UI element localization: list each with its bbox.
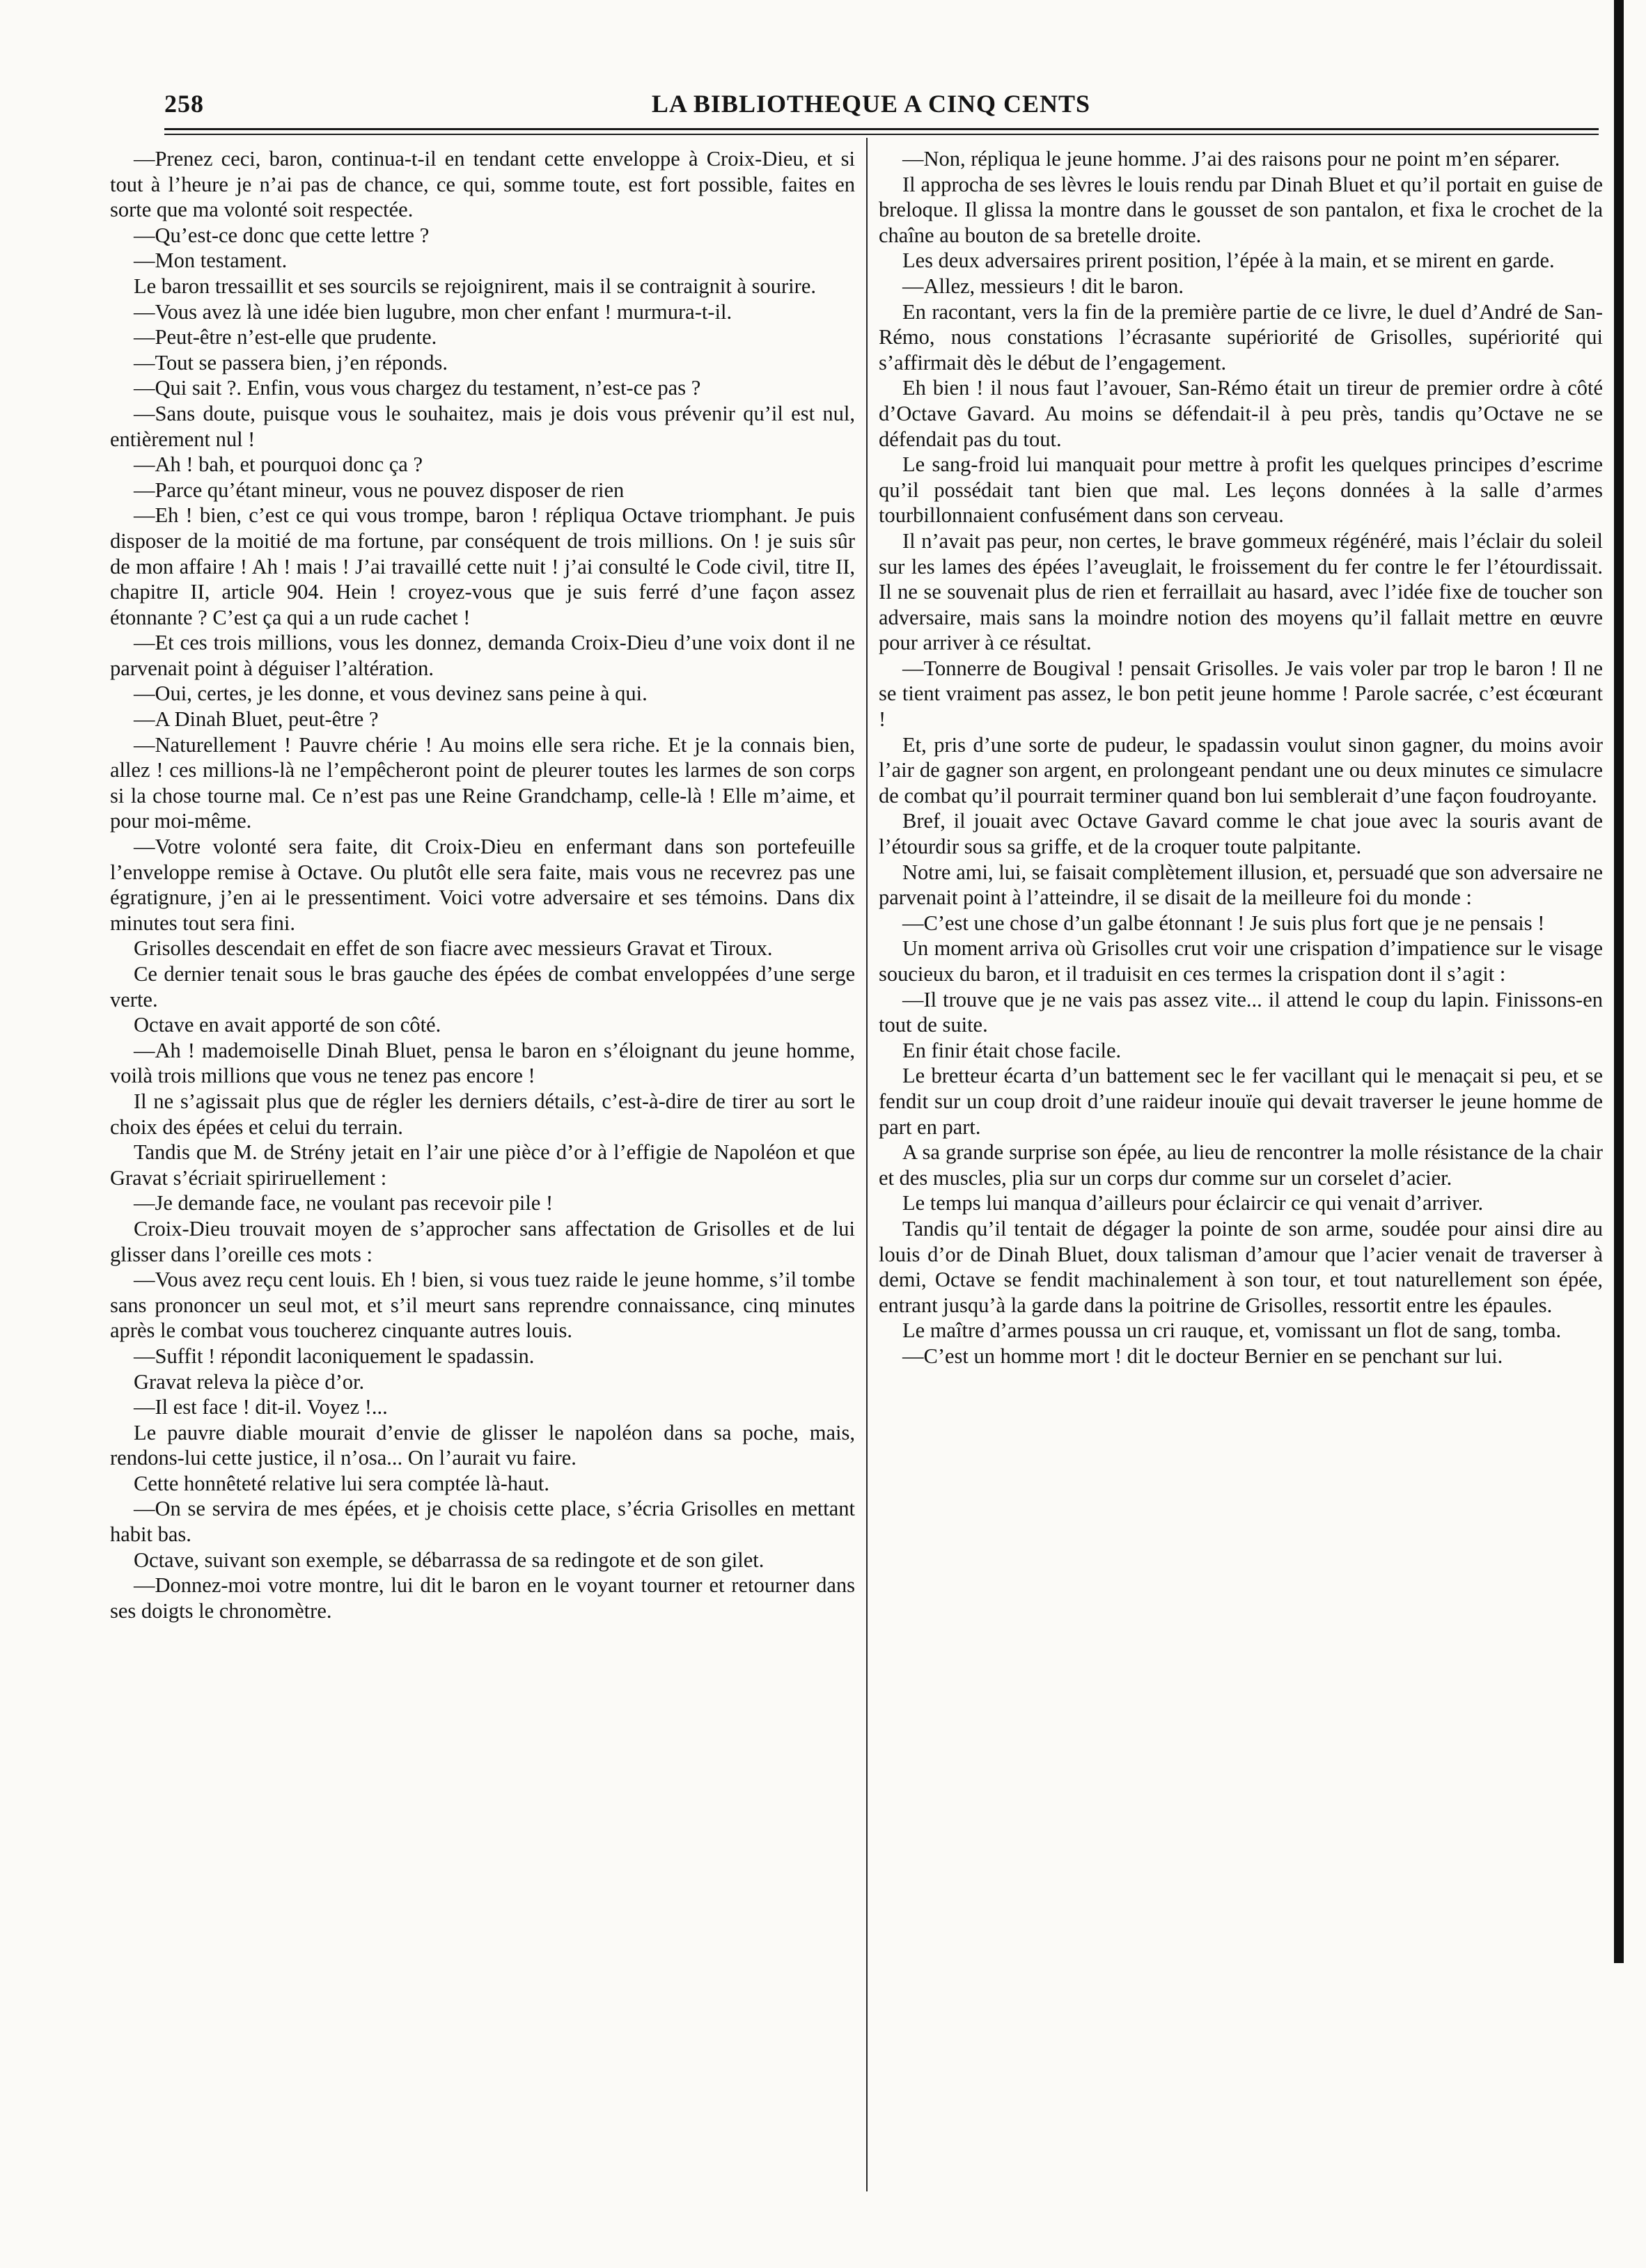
- paragraph: —Je demande face, ne voulant pas recevoir pile !: [134, 1191, 554, 1215]
- header-rule-thin: [164, 134, 1599, 135]
- header-rule: [164, 128, 1599, 130]
- paragraph: Un moment arriva où Grisolles crut voir une crispation d’impatience sur le visage soucieux du baron, et il traduisit en ces termes la crispation dont il s’agit :: [879, 936, 1603, 986]
- paragraph: Bref, il jouait avec Octave Gavard comme le chat joue avec la souris avant de l’étourdir sous sa griffe, et de la croquer toute palpitante.: [879, 809, 1603, 859]
- paragraph: —On se servira de mes épées, et je choisis cette place, s’écria Grisolles en mettant habit bas.: [110, 1497, 855, 1547]
- page-header: [164, 85, 1578, 127]
- paragraph: Tandis que M. de Strény jetait en l’air une pièce d’or à l’effigie de Napoléon et que Gravat s’écriait spiriruellement :: [110, 1140, 855, 1190]
- paragraph: —C’est une chose d’un galbe étonnant ! Je suis plus fort que je ne pensais !: [902, 911, 1545, 935]
- paragraph: —Oui, certes, je les donne, et vous devinez sans peine à qui.: [134, 682, 648, 706]
- paragraph: Octave en avait apporté de son côté.: [134, 1013, 441, 1037]
- paragraph: A sa grande surprise son épée, au lieu de rencontrer la molle résistance de la chair et des muscles, plia sur un corps dur comme sur un corselet d’acier.: [879, 1140, 1603, 1190]
- column-divider: [866, 138, 868, 2191]
- paragraph: Gravat releva la pièce d’or.: [134, 1369, 365, 1394]
- paragraph: Ce dernier tenait sous le bras gauche des épées de combat enveloppées d’une serge verte.: [110, 962, 855, 1011]
- paragraph: —Suffit ! répondit laconiquement le spadassin.: [134, 1344, 535, 1368]
- paragraph: Il n’avait pas peur, non certes, le brave gommeux régénéré, mais l’éclair du soleil sur les lames des épées l’aveuglait, le froissement du fer contre le fer l’étourdissait. Il ne se souvenait plus de rien et ferraillait au hasard, avec l’idée fixe de toucher son adversaire, mais sans la moindre notion des moyens qu’il fallait mettre en œuvre pour arriver à ce résultat.: [879, 528, 1603, 655]
- paragraph: —Prenez ceci, baron, continua-t-il en tendant cette enveloppe à Croix-Dieu, et si tout à l’heure je n’ai pas de chance, ce qui, somme toute, est fort possible, faites en sorte que ma volonté soit respectée.: [110, 147, 855, 222]
- paragraph: —Vous avez reçu cent louis. Eh ! bien, si vous tuez raide le jeune homme, s’il tombe sans prononcer un seul mot, et s’il meurt sans reprendre connaissance, cinq minutes après le combat vous toucherez cinquante autres louis.: [110, 1268, 855, 1343]
- paragraph: Et, pris d’une sorte de pudeur, le spadassin voulut sinon gagner, du moins avoir l’air de gagner son argent, en prolongeant pendant une ou deux minutes ce simulacre de combat qu’il pourrait terminer quand bon lui semblerait d’une façon foudroyante.: [879, 732, 1603, 808]
- page-number: 258: [164, 90, 204, 118]
- paragraph: Octave, suivant son exemple, se débarrassa de sa redingote et de son gilet.: [134, 1548, 765, 1572]
- paragraph: Le bretteur écarta d’un battement sec le fer vacillant qui le menaçait si peu, et se fendit sur un coup droit d’une raideur inouïe qui devait traverser le jeune homme de part en part.: [879, 1064, 1603, 1139]
- paragraph: —Et ces trois millions, vous les donnez, demanda Croix-Dieu d’une voix dont il ne parvenait point à déguiser l’altération.: [110, 631, 855, 680]
- paragraph: —Ah ! mademoiselle Dinah Bluet, pensa le baron en s’éloignant du jeune homme, voilà trois millions que vous ne tenez pas encore !: [110, 1038, 855, 1088]
- paragraph: —Parce qu’étant mineur, vous ne pouvez disposer de rien: [134, 478, 625, 502]
- paragraph: Grisolles descendait en effet de son fiacre avec messieurs Gravat et Tiroux.: [134, 936, 773, 961]
- paragraph: Il approcha de ses lèvres le louis rendu par Dinah Bluet et qu’il portait en guise de breloque. Il glissa la montre dans le gousset de son pantalon, et fixa le crochet de la chaîne au bouton de sa bretelle droite.: [879, 172, 1603, 247]
- paragraph: Cette honnêteté relative lui sera comptée là-haut.: [134, 1471, 550, 1495]
- paragraph: —Donnez-moi votre montre, lui dit le baron en le voyant tourner et retourner dans ses doigts le chronomètre.: [110, 1573, 855, 1623]
- binding-edge: [1614, 0, 1624, 1963]
- paragraph: —Peut-être n’est-elle que prudente.: [134, 325, 437, 349]
- paragraph: Le sang-froid lui manquait pour mettre à profit les quelques principes d’escrime qu’il possédait tant bien que mal. Les leçons données à la salle d’armes tourbillonnaient confusément dans son cerveau.: [879, 452, 1603, 528]
- paragraph: Notre ami, lui, se faisait complètement illusion, et, persuadé que son adversaire ne parvenait point à l’atteindre, il se disait de la meilleure foi du monde :: [879, 860, 1603, 910]
- paragraph: Le maître d’armes poussa un cri rauque, et, vomissant un flot de sang, tomba.: [902, 1318, 1562, 1343]
- paragraph: —Votre volonté sera faite, dit Croix-Dieu en enfermant dans son portefeuille l’enveloppe remise à Octave. Ou plutôt elle sera faite, mais vous ne recevrez pas une égratignure, j’en ai le pressentiment. Voici votre adversaire et ses témoins. Dans dix minutes tout sera fini.: [110, 835, 855, 935]
- paragraph: —Tonnerre de Bougival ! pensait Grisolles. Je vais voler par trop le baron ! Il ne se tient vraiment pas assez, le bon petit jeune homme ! Parole sacrée, c’est écœurant !: [879, 656, 1603, 732]
- paragraph: —Vous avez là une idée bien lugubre, mon cher enfant ! murmura-t-il.: [134, 299, 732, 324]
- paragraph: En racontant, vers la fin de la première partie de ce livre, le duel d’André de San-Rémo, nous constations l’écrasante supériorité de Grisolles, supériorité qui s’affirmait dès le début de l’engagement.: [879, 299, 1603, 375]
- paragraph: Croix-Dieu trouvait moyen de s’approcher sans affectation de Grisolles et de lui glisser dans l’oreille ces mots :: [110, 1216, 855, 1266]
- paragraph: —Naturellement ! Pauvre chérie ! Au moins elle sera riche. Et je la connais bien, allez ! ces millions-là ne l’empêcheront point de pleurer toutes les larmes de son corps si la chose tourne mal. Ce n’est pas une Reine Grandchamp, celle-là ! Elle m’aime, et pour moi-même.: [110, 732, 855, 833]
- paragraph: —Allez, messieurs ! dit le baron.: [902, 274, 1184, 298]
- paragraph: Le temps lui manqua d’ailleurs pour éclaircir ce qui venait d’arriver.: [902, 1191, 1484, 1215]
- paragraph: —Non, répliqua le jeune homme. J’ai des raisons pour ne point m’en séparer.: [902, 147, 1560, 171]
- paragraph: Les deux adversaires prirent position, l’épée à la main, et se mirent en garde.: [902, 249, 1555, 273]
- running-title: LA BIBLIOTHEQUE A CINQ CENTS: [651, 90, 1091, 118]
- paragraph: —Mon testament.: [134, 249, 288, 273]
- paragraph: Le baron tressaillit et ses sourcils se rejoignirent, mais il se contraignit à sourire.: [134, 274, 816, 298]
- paragraph: En finir était chose facile.: [902, 1038, 1122, 1062]
- paragraph: —Ah ! bah, et pourquoi donc ça ?: [134, 452, 423, 477]
- paragraph: Tandis qu’il tentait de dégager la pointe de son arme, soudée pour ainsi dire au louis d’or de Dinah Bluet, doux talisman d’amour que l’acier venait de traverser à demi, Octave se fendit machinalement à son tour, et tout naturellement son épée, entrant jusqu’à la garde dans la poitrine de Grisolles, ressortit entre les épaules.: [879, 1216, 1603, 1317]
- paragraph: Le pauvre diable mourait d’envie de glisser le napoléon dans sa poche, mais, rendons-lui cette justice, il n’osa... On l’aurait vu faire.: [110, 1420, 855, 1470]
- paragraph: —C’est un homme mort ! dit le docteur Bernier en se penchant sur lui.: [902, 1344, 1503, 1368]
- left-column: [110, 146, 855, 2207]
- paragraph: —Il trouve que je ne vais pas assez vite... il attend le coup du lapin. Finissons-en tout de suite.: [879, 987, 1603, 1037]
- paragraph: —Qui sait ?. Enfin, vous vous chargez du testament, n’est-ce pas ?: [134, 376, 701, 400]
- right-column: [879, 146, 1603, 2207]
- paragraph: Eh bien ! il nous faut l’avouer, San-Rémo était un tireur de premier ordre à côté d’Octave Gavard. Au moins se défendait-il à peu près, tandis qu’Octave ne se défendait pas du tout.: [879, 376, 1603, 451]
- paragraph: —A Dinah Bluet, peut-être ?: [134, 707, 379, 732]
- paragraph: —Eh ! bien, c’est ce qui vous trompe, baron ! répliqua Octave triomphant. Je puis disposer de la moitié de ma fortune, par conséquent de trois millions. On ! je suis sûr de mon affaire ! Ah ! mais ! J’ai travaillé cette nuit ! j’ai consulté le Code civil, titre II, chapitre II, article 904. Hein ! croyez-vous que je suis ferré d’une façon assez étonnante ? C’est ça qui a un rude cachet !: [110, 503, 855, 629]
- paragraph: —Qu’est-ce donc que cette lettre ?: [134, 223, 430, 247]
- paragraph: —Sans doute, puisque vous le souhaitez, mais je dois vous prévenir qu’il est nul, entièrement nul !: [110, 401, 855, 451]
- paragraph: —Il est face ! dit-il. Voyez !...: [134, 1395, 388, 1419]
- paragraph: Il ne s’agissait plus que de régler les derniers détails, c’est-à-dire de tirer au sort le choix des épées et celui du terrain.: [110, 1089, 855, 1139]
- paragraph: —Tout se passera bien, j’en réponds.: [134, 350, 448, 375]
